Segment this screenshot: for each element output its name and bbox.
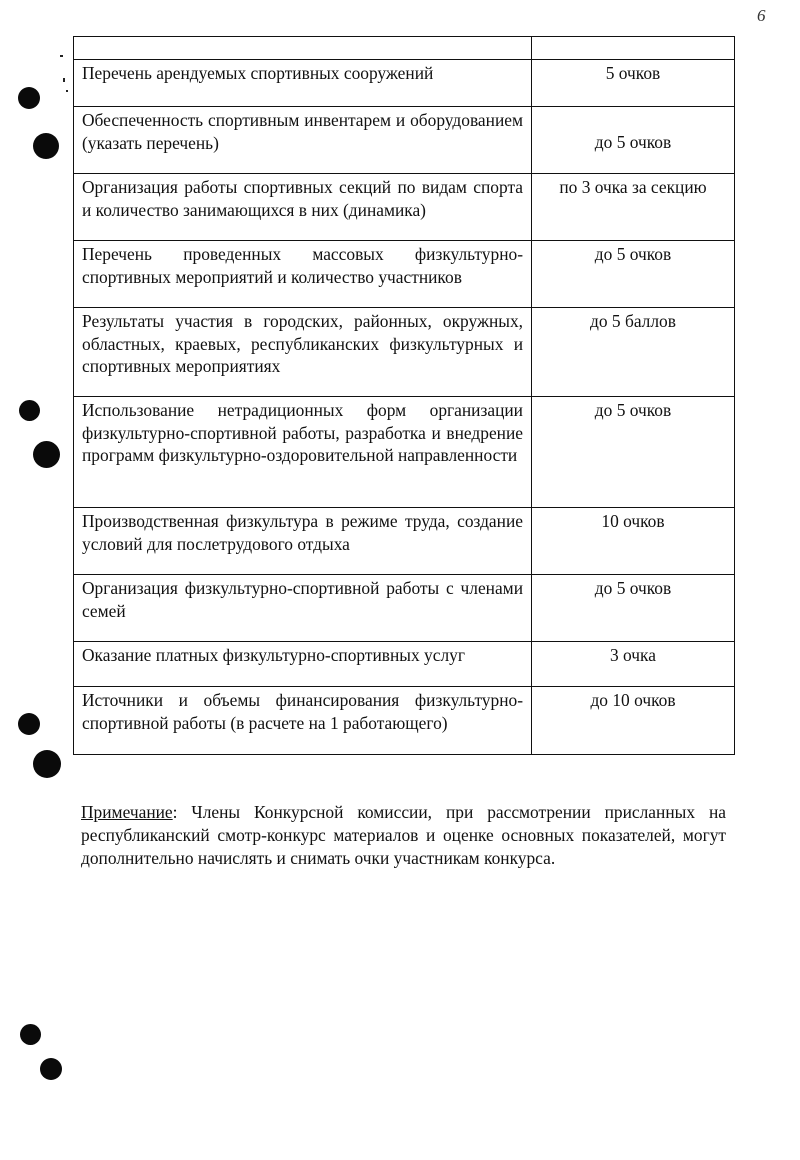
criterion-cell: Обеспеченность спортивным инвентарем и оборудованием (указать перечень) [74, 107, 532, 174]
punch-hole [40, 1058, 62, 1080]
criterion-cell: Перечень проведенных массовых физкультурно-спортивных мероприятий и количество участников [74, 241, 532, 308]
score-cell: до 10 очков [532, 687, 735, 755]
criterion-cell: Оказание платных физкультурно-спортивных услуг [74, 642, 532, 687]
score-cell: до 5 баллов [532, 308, 735, 397]
criteria-table [73, 36, 735, 755]
criterion-cell: Источники и объемы финансирования физкультурно-спортивной работы (в расчете на 1 работающего) [74, 687, 532, 755]
note-label: Примечание [81, 802, 173, 822]
punch-hole [20, 1024, 41, 1045]
table-row [74, 174, 735, 241]
punch-hole [18, 87, 40, 109]
table-row [74, 642, 735, 687]
table-row [74, 397, 735, 508]
score-cell: по 3 очка за секцию [532, 174, 735, 241]
table-row [74, 107, 735, 174]
punch-hole [19, 400, 40, 421]
criterion-cell: Результаты участия в городских, районных, окружных, областных, краевых, республиканских физкультурных и спортивных мероприятиях [74, 308, 532, 397]
score-cell: 10 очков [532, 508, 735, 575]
punch-hole [33, 441, 60, 468]
table-row [74, 241, 735, 308]
punch-hole [33, 133, 59, 159]
criterion-cell: Организация физкультурно-спортивной работы с членами семей [74, 575, 532, 642]
punch-hole [33, 750, 61, 778]
page-number: 6 [757, 6, 766, 25]
criterion-cell [74, 37, 532, 60]
score-cell: 3 очка [532, 642, 735, 687]
table-row [74, 508, 735, 575]
note-text: : Члены Конкурсной комиссии, при рассмотрении присланных на республиканский смотр-конкурс материалов и оценке основных показателей, могут дополнительно начислять и снимать очки участникам конкурса. [81, 802, 726, 868]
scan-speck [63, 78, 65, 82]
table-row [74, 37, 735, 60]
score-cell: 5 очков [532, 60, 735, 107]
score-text: до 5 очков [594, 132, 672, 152]
table-row [74, 687, 735, 755]
criterion-cell: Производственная физкультура в режиме труда, создание условий для послетрудового отдыха [74, 508, 532, 575]
criterion-cell: Использование нетрадиционных форм организации физкультурно-спортивной работы, разработка и внедрение программ физкультурно-оздоровительной направленности [74, 397, 532, 508]
scan-speck [60, 55, 63, 57]
score-cell [532, 37, 735, 60]
punch-hole [18, 713, 40, 735]
score-cell: до 5 очков [532, 575, 735, 642]
table-row [74, 308, 735, 397]
table-row [74, 60, 735, 107]
score-cell: до 5 очков [532, 241, 735, 308]
scan-speck [66, 90, 68, 92]
note-paragraph [81, 801, 726, 870]
score-cell: до 5 очков [532, 397, 735, 508]
criterion-cell: Организация работы спортивных секций по видам спорта и количество занимающихся в них (динамика) [74, 174, 532, 241]
criterion-cell: Перечень арендуемых спортивных сооружений [74, 60, 532, 107]
table-row [74, 575, 735, 642]
score-cell [532, 107, 735, 174]
